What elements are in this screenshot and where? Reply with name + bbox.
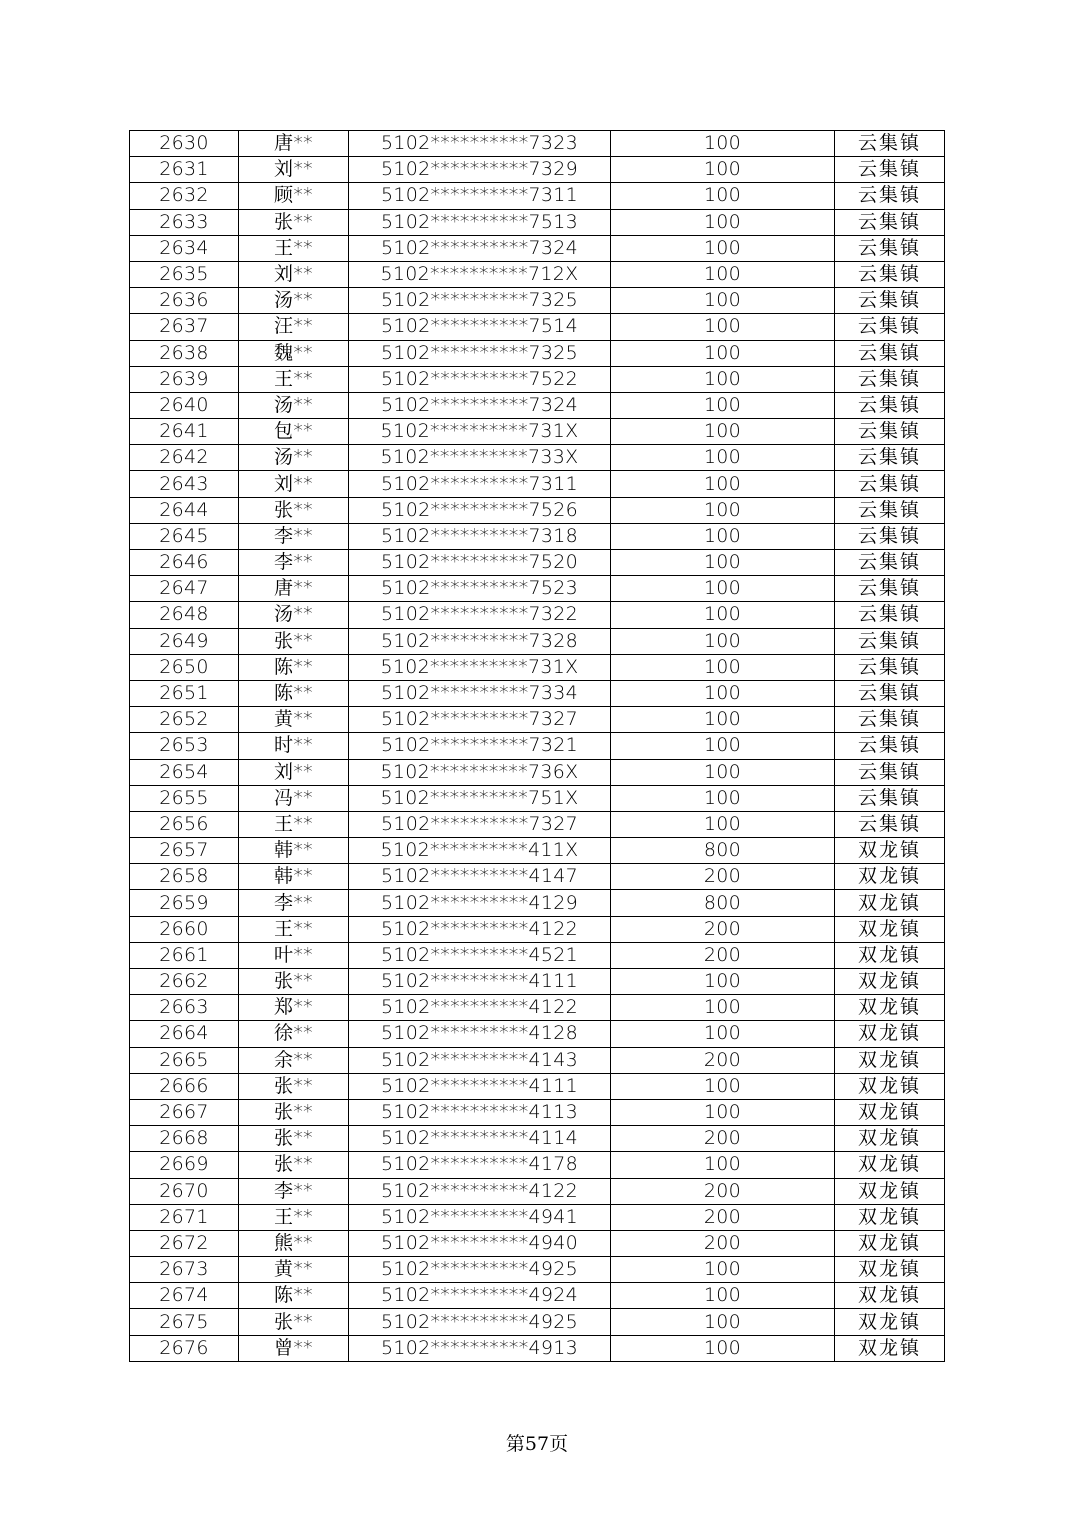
serial-number-cell: 2656: [130, 811, 239, 837]
id-number-cell: 5102**********4913: [349, 1335, 611, 1361]
id-number-cell: 5102**********4925: [349, 1309, 611, 1335]
id-number-cell: 5102**********7318: [349, 523, 611, 549]
amount-cell: 100: [611, 497, 835, 523]
town-cell: 云集镇: [835, 785, 945, 811]
page-number: 第57页: [505, 1433, 569, 1455]
table-row: [130, 654, 945, 680]
name-cell: 余**: [239, 1047, 349, 1073]
serial-number-cell: 2657: [130, 838, 239, 864]
name-cell: 张**: [239, 209, 349, 235]
name-cell: 黄**: [239, 707, 349, 733]
id-number-cell: 5102**********7514: [349, 314, 611, 340]
name-cell: 汤**: [239, 392, 349, 418]
town-cell: 云集镇: [835, 261, 945, 287]
name-cell: 韩**: [239, 864, 349, 890]
table-row: [130, 628, 945, 654]
amount-cell: 100: [611, 995, 835, 1021]
roster-body: [130, 131, 945, 1362]
town-cell: 双龙镇: [835, 942, 945, 968]
id-number-cell: 5102**********4128: [349, 1021, 611, 1047]
serial-number-cell: 2634: [130, 235, 239, 261]
town-cell: 双龙镇: [835, 1073, 945, 1099]
amount-cell: 100: [611, 707, 835, 733]
name-cell: 汪**: [239, 314, 349, 340]
town-cell: 云集镇: [835, 288, 945, 314]
id-number-cell: 5102**********4129: [349, 890, 611, 916]
serial-number-cell: 2655: [130, 785, 239, 811]
name-cell: 熊**: [239, 1230, 349, 1256]
amount-cell: 100: [611, 183, 835, 209]
id-number-cell: 5102**********4178: [349, 1152, 611, 1178]
table-row: [130, 183, 945, 209]
table-row: [130, 497, 945, 523]
amount-cell: 100: [611, 1021, 835, 1047]
serial-number-cell: 2630: [130, 131, 239, 157]
amount-cell: 100: [611, 1335, 835, 1361]
amount-cell: 100: [611, 654, 835, 680]
serial-number-cell: 2642: [130, 445, 239, 471]
table-row: [130, 419, 945, 445]
serial-number-cell: 2648: [130, 602, 239, 628]
amount-cell: 100: [611, 1309, 835, 1335]
name-cell: 曾**: [239, 1335, 349, 1361]
name-cell: 叶**: [239, 942, 349, 968]
id-number-cell: 5102**********4147: [349, 864, 611, 890]
name-cell: 唐**: [239, 131, 349, 157]
table-row: [130, 1335, 945, 1361]
amount-cell: 100: [611, 1099, 835, 1125]
serial-number-cell: 2670: [130, 1178, 239, 1204]
town-cell: 双龙镇: [835, 838, 945, 864]
amount-cell: 100: [611, 288, 835, 314]
id-number-cell: 5102**********7513: [349, 209, 611, 235]
table-row: [130, 916, 945, 942]
amount-cell: 100: [611, 392, 835, 418]
serial-number-cell: 2645: [130, 523, 239, 549]
serial-number-cell: 2652: [130, 707, 239, 733]
name-cell: 徐**: [239, 1021, 349, 1047]
town-cell: 双龙镇: [835, 995, 945, 1021]
amount-cell: 200: [611, 1126, 835, 1152]
town-cell: 云集镇: [835, 523, 945, 549]
name-cell: 时**: [239, 733, 349, 759]
town-cell: 云集镇: [835, 183, 945, 209]
id-number-cell: 5102**********7328: [349, 628, 611, 654]
amount-cell: 200: [611, 1230, 835, 1256]
roster-table: [129, 130, 945, 1362]
town-cell: 云集镇: [835, 550, 945, 576]
name-cell: 王**: [239, 366, 349, 392]
table-row: [130, 733, 945, 759]
id-number-cell: 5102**********4113: [349, 1099, 611, 1125]
amount-cell: 100: [611, 523, 835, 549]
id-number-cell: 5102**********4925: [349, 1257, 611, 1283]
town-cell: 双龙镇: [835, 1178, 945, 1204]
name-cell: 刘**: [239, 261, 349, 287]
table-row: [130, 1178, 945, 1204]
serial-number-cell: 2654: [130, 759, 239, 785]
amount-cell: 100: [611, 445, 835, 471]
serial-number-cell: 2663: [130, 995, 239, 1021]
serial-number-cell: 2649: [130, 628, 239, 654]
amount-cell: 100: [611, 811, 835, 837]
id-number-cell: 5102**********7522: [349, 366, 611, 392]
table-row: [130, 235, 945, 261]
town-cell: 双龙镇: [835, 1021, 945, 1047]
amount-cell: 100: [611, 209, 835, 235]
town-cell: 双龙镇: [835, 1309, 945, 1335]
town-cell: 双龙镇: [835, 1047, 945, 1073]
amount-cell: 100: [611, 969, 835, 995]
serial-number-cell: 2669: [130, 1152, 239, 1178]
table-row: [130, 838, 945, 864]
id-number-cell: 5102**********4521: [349, 942, 611, 968]
id-number-cell: 5102**********4941: [349, 1204, 611, 1230]
id-number-cell: 5102**********7520: [349, 550, 611, 576]
town-cell: 云集镇: [835, 759, 945, 785]
town-cell: 云集镇: [835, 497, 945, 523]
table-row: [130, 1152, 945, 1178]
town-cell: 双龙镇: [835, 1283, 945, 1309]
table-row: [130, 131, 945, 157]
amount-cell: 100: [611, 1152, 835, 1178]
table-row: [130, 1257, 945, 1283]
serial-number-cell: 2643: [130, 471, 239, 497]
table-row: [130, 340, 945, 366]
id-number-cell: 5102**********7325: [349, 288, 611, 314]
id-number-cell: 5102**********4111: [349, 969, 611, 995]
serial-number-cell: 2653: [130, 733, 239, 759]
serial-number-cell: 2646: [130, 550, 239, 576]
table-row: [130, 759, 945, 785]
serial-number-cell: 2660: [130, 916, 239, 942]
table-row: [130, 707, 945, 733]
amount-cell: 100: [611, 733, 835, 759]
table-row: [130, 1047, 945, 1073]
id-number-cell: 5102**********4143: [349, 1047, 611, 1073]
id-number-cell: 5102**********731X: [349, 419, 611, 445]
name-cell: 刘**: [239, 759, 349, 785]
table-row: [130, 1230, 945, 1256]
table-row: [130, 157, 945, 183]
name-cell: 王**: [239, 1204, 349, 1230]
name-cell: 魏**: [239, 340, 349, 366]
table-row: [130, 1126, 945, 1152]
serial-number-cell: 2635: [130, 261, 239, 287]
serial-number-cell: 2675: [130, 1309, 239, 1335]
serial-number-cell: 2664: [130, 1021, 239, 1047]
id-number-cell: 5102**********7334: [349, 680, 611, 706]
town-cell: 双龙镇: [835, 1204, 945, 1230]
town-cell: 云集镇: [835, 680, 945, 706]
id-number-cell: 5102**********7327: [349, 707, 611, 733]
amount-cell: 800: [611, 890, 835, 916]
name-cell: 陈**: [239, 1283, 349, 1309]
table-row: [130, 942, 945, 968]
amount-cell: 100: [611, 157, 835, 183]
name-cell: 张**: [239, 1073, 349, 1099]
id-number-cell: 5102**********4924: [349, 1283, 611, 1309]
town-cell: 云集镇: [835, 576, 945, 602]
amount-cell: 100: [611, 261, 835, 287]
amount-cell: 200: [611, 942, 835, 968]
town-cell: 云集镇: [835, 392, 945, 418]
name-cell: 李**: [239, 523, 349, 549]
name-cell: 郑**: [239, 995, 349, 1021]
amount-cell: 100: [611, 471, 835, 497]
serial-number-cell: 2673: [130, 1257, 239, 1283]
town-cell: 云集镇: [835, 733, 945, 759]
serial-number-cell: 2632: [130, 183, 239, 209]
town-cell: 云集镇: [835, 707, 945, 733]
id-number-cell: 5102**********736X: [349, 759, 611, 785]
table-row: [130, 523, 945, 549]
amount-cell: 100: [611, 235, 835, 261]
serial-number-cell: 2640: [130, 392, 239, 418]
name-cell: 汤**: [239, 288, 349, 314]
name-cell: 张**: [239, 969, 349, 995]
name-cell: 张**: [239, 628, 349, 654]
table-row: [130, 392, 945, 418]
id-number-cell: 5102**********751X: [349, 785, 611, 811]
name-cell: 李**: [239, 890, 349, 916]
town-cell: 云集镇: [835, 131, 945, 157]
town-cell: 双龙镇: [835, 1257, 945, 1283]
amount-cell: 100: [611, 602, 835, 628]
amount-cell: 100: [611, 576, 835, 602]
town-cell: 双龙镇: [835, 1152, 945, 1178]
town-cell: 双龙镇: [835, 969, 945, 995]
amount-cell: 100: [611, 419, 835, 445]
town-cell: 云集镇: [835, 419, 945, 445]
amount-cell: 200: [611, 1047, 835, 1073]
amount-cell: 800: [611, 838, 835, 864]
amount-cell: 100: [611, 366, 835, 392]
table-row: [130, 969, 945, 995]
serial-number-cell: 2665: [130, 1047, 239, 1073]
table-row: [130, 261, 945, 287]
id-number-cell: 5102**********7311: [349, 183, 611, 209]
town-cell: 云集镇: [835, 157, 945, 183]
town-cell: 云集镇: [835, 209, 945, 235]
id-number-cell: 5102**********712X: [349, 261, 611, 287]
table-row: [130, 1099, 945, 1125]
table-row: [130, 550, 945, 576]
serial-number-cell: 2676: [130, 1335, 239, 1361]
id-number-cell: 5102**********4940: [349, 1230, 611, 1256]
town-cell: 云集镇: [835, 811, 945, 837]
serial-number-cell: 2674: [130, 1283, 239, 1309]
name-cell: 陈**: [239, 654, 349, 680]
id-number-cell: 5102**********4122: [349, 995, 611, 1021]
name-cell: 韩**: [239, 838, 349, 864]
amount-cell: 100: [611, 340, 835, 366]
table-row: [130, 1021, 945, 1047]
serial-number-cell: 2659: [130, 890, 239, 916]
id-number-cell: 5102**********4122: [349, 916, 611, 942]
id-number-cell: 5102**********7327: [349, 811, 611, 837]
id-number-cell: 5102**********7325: [349, 340, 611, 366]
amount-cell: 100: [611, 785, 835, 811]
amount-cell: 200: [611, 864, 835, 890]
serial-number-cell: 2647: [130, 576, 239, 602]
table-row: [130, 680, 945, 706]
serial-number-cell: 2638: [130, 340, 239, 366]
serial-number-cell: 2651: [130, 680, 239, 706]
id-number-cell: 5102**********7311: [349, 471, 611, 497]
amount-cell: 100: [611, 550, 835, 576]
id-number-cell: 5102**********7322: [349, 602, 611, 628]
name-cell: 王**: [239, 235, 349, 261]
town-cell: 云集镇: [835, 628, 945, 654]
table-row: [130, 602, 945, 628]
name-cell: 顾**: [239, 183, 349, 209]
name-cell: 李**: [239, 1178, 349, 1204]
table-row: [130, 576, 945, 602]
amount-cell: 100: [611, 1283, 835, 1309]
town-cell: 双龙镇: [835, 1099, 945, 1125]
name-cell: 刘**: [239, 471, 349, 497]
serial-number-cell: 2644: [130, 497, 239, 523]
serial-number-cell: 2637: [130, 314, 239, 340]
serial-number-cell: 2658: [130, 864, 239, 890]
name-cell: 汤**: [239, 445, 349, 471]
serial-number-cell: 2672: [130, 1230, 239, 1256]
name-cell: 黄**: [239, 1257, 349, 1283]
town-cell: 双龙镇: [835, 1230, 945, 1256]
name-cell: 张**: [239, 1309, 349, 1335]
serial-number-cell: 2667: [130, 1099, 239, 1125]
name-cell: 张**: [239, 1099, 349, 1125]
table-row: [130, 1309, 945, 1335]
town-cell: 双龙镇: [835, 1126, 945, 1152]
name-cell: 王**: [239, 811, 349, 837]
id-number-cell: 5102**********4114: [349, 1126, 611, 1152]
town-cell: 云集镇: [835, 340, 945, 366]
serial-number-cell: 2631: [130, 157, 239, 183]
amount-cell: 100: [611, 1257, 835, 1283]
id-number-cell: 5102**********411X: [349, 838, 611, 864]
town-cell: 云集镇: [835, 445, 945, 471]
name-cell: 李**: [239, 550, 349, 576]
table-row: [130, 445, 945, 471]
name-cell: 张**: [239, 497, 349, 523]
amount-cell: 100: [611, 131, 835, 157]
id-number-cell: 5102**********7323: [349, 131, 611, 157]
name-cell: 刘**: [239, 157, 349, 183]
id-number-cell: 5102**********7324: [349, 235, 611, 261]
name-cell: 汤**: [239, 602, 349, 628]
table-row: [130, 314, 945, 340]
town-cell: 云集镇: [835, 471, 945, 497]
serial-number-cell: 2666: [130, 1073, 239, 1099]
serial-number-cell: 2636: [130, 288, 239, 314]
serial-number-cell: 2671: [130, 1204, 239, 1230]
serial-number-cell: 2641: [130, 419, 239, 445]
table-row: [130, 1073, 945, 1099]
id-number-cell: 5102**********4111: [349, 1073, 611, 1099]
table-row: [130, 209, 945, 235]
name-cell: 张**: [239, 1126, 349, 1152]
town-cell: 双龙镇: [835, 890, 945, 916]
town-cell: 双龙镇: [835, 916, 945, 942]
id-number-cell: 5102**********731X: [349, 654, 611, 680]
table-row: [130, 890, 945, 916]
town-cell: 双龙镇: [835, 864, 945, 890]
name-cell: 张**: [239, 1152, 349, 1178]
amount-cell: 100: [611, 314, 835, 340]
id-number-cell: 5102**********7324: [349, 392, 611, 418]
name-cell: 唐**: [239, 576, 349, 602]
town-cell: 云集镇: [835, 602, 945, 628]
serial-number-cell: 2668: [130, 1126, 239, 1152]
serial-number-cell: 2633: [130, 209, 239, 235]
table-row: [130, 288, 945, 314]
town-cell: 云集镇: [835, 366, 945, 392]
table-row: [130, 366, 945, 392]
amount-cell: 200: [611, 1178, 835, 1204]
serial-number-cell: 2639: [130, 366, 239, 392]
id-number-cell: 5102**********7526: [349, 497, 611, 523]
id-number-cell: 5102**********7321: [349, 733, 611, 759]
town-cell: 双龙镇: [835, 1335, 945, 1361]
table-row: [130, 471, 945, 497]
amount-cell: 100: [611, 680, 835, 706]
name-cell: 包**: [239, 419, 349, 445]
amount-cell: 100: [611, 628, 835, 654]
id-number-cell: 5102**********7523: [349, 576, 611, 602]
amount-cell: 200: [611, 916, 835, 942]
name-cell: 陈**: [239, 680, 349, 706]
amount-cell: 200: [611, 1204, 835, 1230]
town-cell: 云集镇: [835, 235, 945, 261]
name-cell: 冯**: [239, 785, 349, 811]
amount-cell: 100: [611, 759, 835, 785]
table-row: [130, 811, 945, 837]
table-row: [130, 1283, 945, 1309]
serial-number-cell: 2661: [130, 942, 239, 968]
serial-number-cell: 2662: [130, 969, 239, 995]
name-cell: 王**: [239, 916, 349, 942]
town-cell: 云集镇: [835, 654, 945, 680]
serial-number-cell: 2650: [130, 654, 239, 680]
table-row: [130, 864, 945, 890]
id-number-cell: 5102**********733X: [349, 445, 611, 471]
table-row: [130, 995, 945, 1021]
id-number-cell: 5102**********4122: [349, 1178, 611, 1204]
table-row: [130, 1204, 945, 1230]
amount-cell: 100: [611, 1073, 835, 1099]
town-cell: 云集镇: [835, 314, 945, 340]
id-number-cell: 5102**********7329: [349, 157, 611, 183]
table-row: [130, 785, 945, 811]
